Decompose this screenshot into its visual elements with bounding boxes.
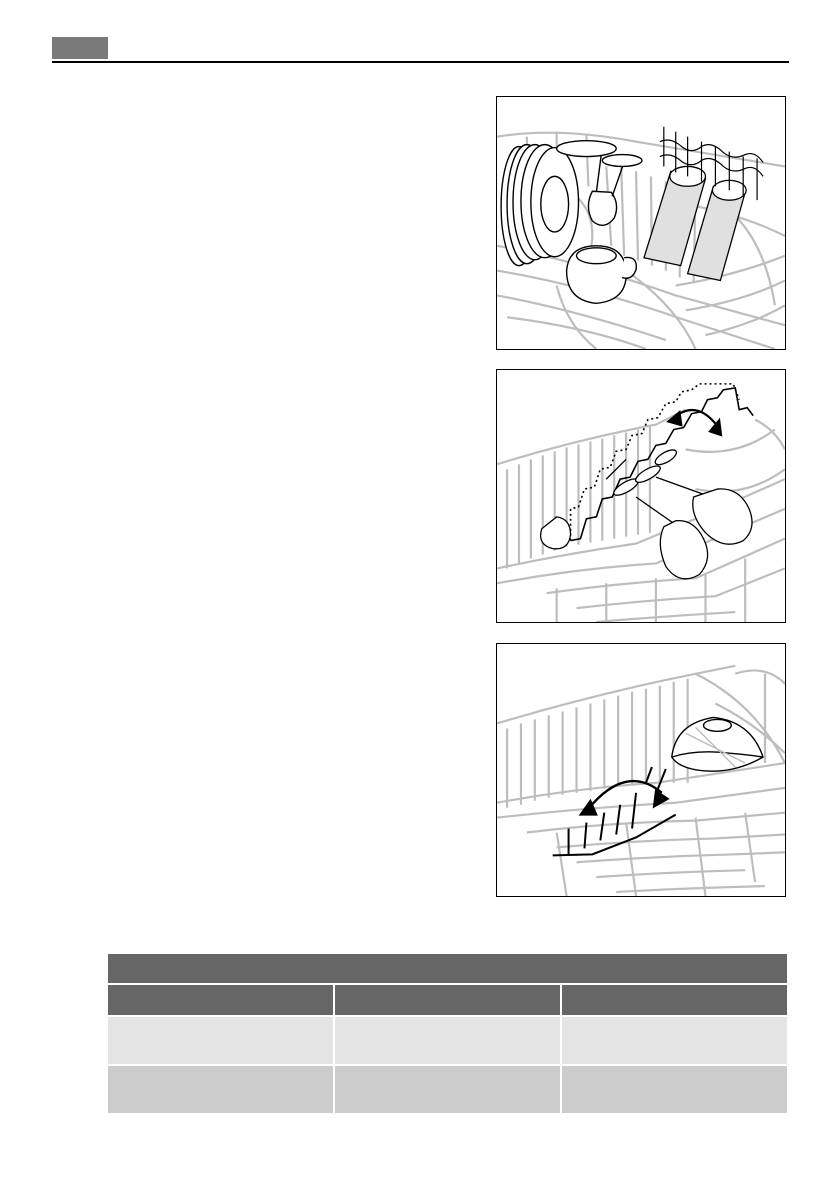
upper-basket-plates-glasses-cups-illustration [497,97,785,349]
table-cell [335,1066,560,1113]
header-rule [52,61,789,63]
table-cell [562,1066,787,1113]
figure-upper-basket-loaded [496,96,786,350]
table-cell [108,1017,333,1064]
page-tab [52,37,108,59]
table-header-cell [335,985,560,1015]
table-row [108,1066,787,1113]
table-title-row [108,954,787,983]
figure-cup-rack-fold [496,369,786,623]
table-header-cell [108,985,333,1015]
lower-basket-tine-fold-illustration [497,644,785,896]
figure-lower-basket-tines [496,643,786,897]
spec-table [108,954,787,1113]
cup-rack-fold-illustration [497,370,785,622]
table-header-cell [562,985,787,1015]
table-cell [108,1066,333,1113]
table-row [108,1017,787,1064]
table-header-row [108,985,787,1015]
table-cell [562,1017,787,1064]
table-cell [335,1017,560,1064]
